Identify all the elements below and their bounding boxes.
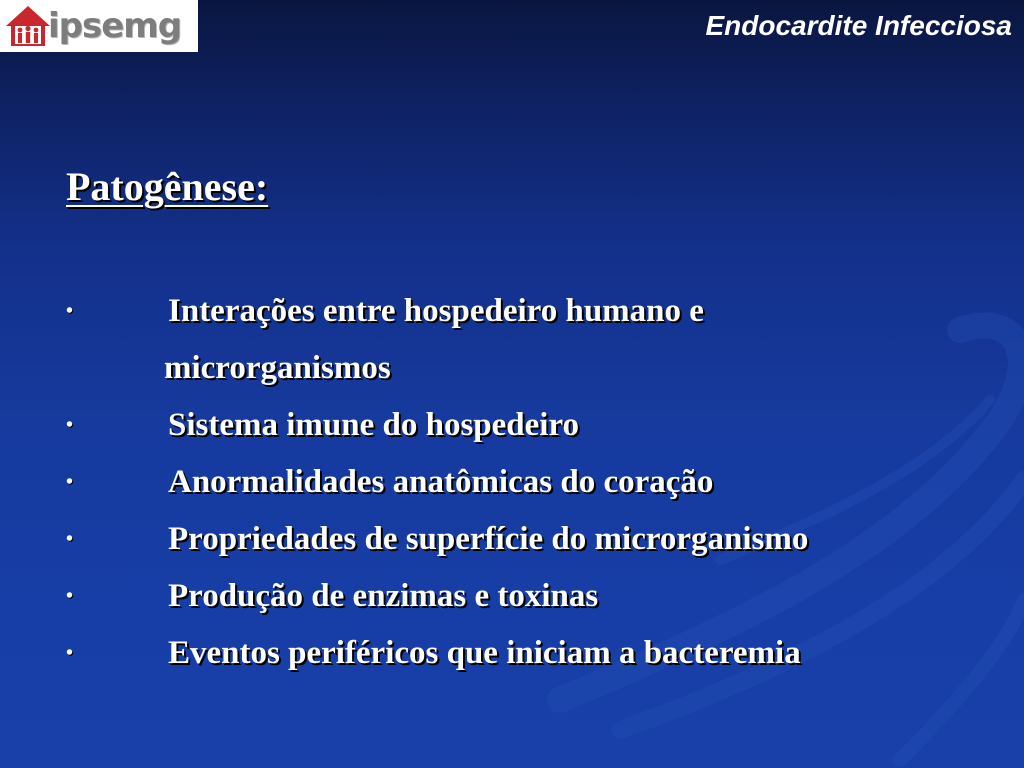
- bullet-text: Produção de enzimas e toxinas: [168, 578, 599, 614]
- ipsemg-logo: [0, 0, 198, 52]
- list-item: [66, 625, 996, 682]
- list-item: [66, 283, 996, 397]
- list-item: [66, 397, 996, 454]
- presentation-title: Endocardite Infecciosa: [705, 10, 1012, 41]
- bullet-text-line-1: Interações entre hospedeiro humano e: [168, 293, 704, 329]
- logo-wordmark: ipsemg: [48, 6, 182, 46]
- bullet-dot-icon: •: [66, 471, 74, 493]
- bullet-list: [66, 283, 996, 682]
- house-with-people-icon: [4, 4, 52, 48]
- bullet-dot-icon: •: [66, 642, 74, 664]
- bullet-text: Propriedades de superfície do microrganismo: [168, 521, 809, 557]
- bullet-text: Anormalidades anatômicas do coração: [168, 464, 714, 500]
- list-item: [66, 511, 996, 568]
- list-item: [66, 454, 996, 511]
- bullet-dot-icon: •: [66, 414, 74, 436]
- bullet-text: Sistema imune do hospedeiro: [168, 407, 580, 443]
- bullet-dot-icon: •: [66, 585, 74, 607]
- slide-heading: Patogênese:: [66, 164, 269, 209]
- bullet-text-line-2: microrganismos: [164, 350, 391, 386]
- list-item: [66, 568, 996, 625]
- bullet-dot-icon: •: [66, 528, 74, 550]
- bullet-dot-icon: •: [66, 300, 74, 322]
- bullet-text: Eventos periféricos que iniciam a bacteremia: [168, 635, 801, 671]
